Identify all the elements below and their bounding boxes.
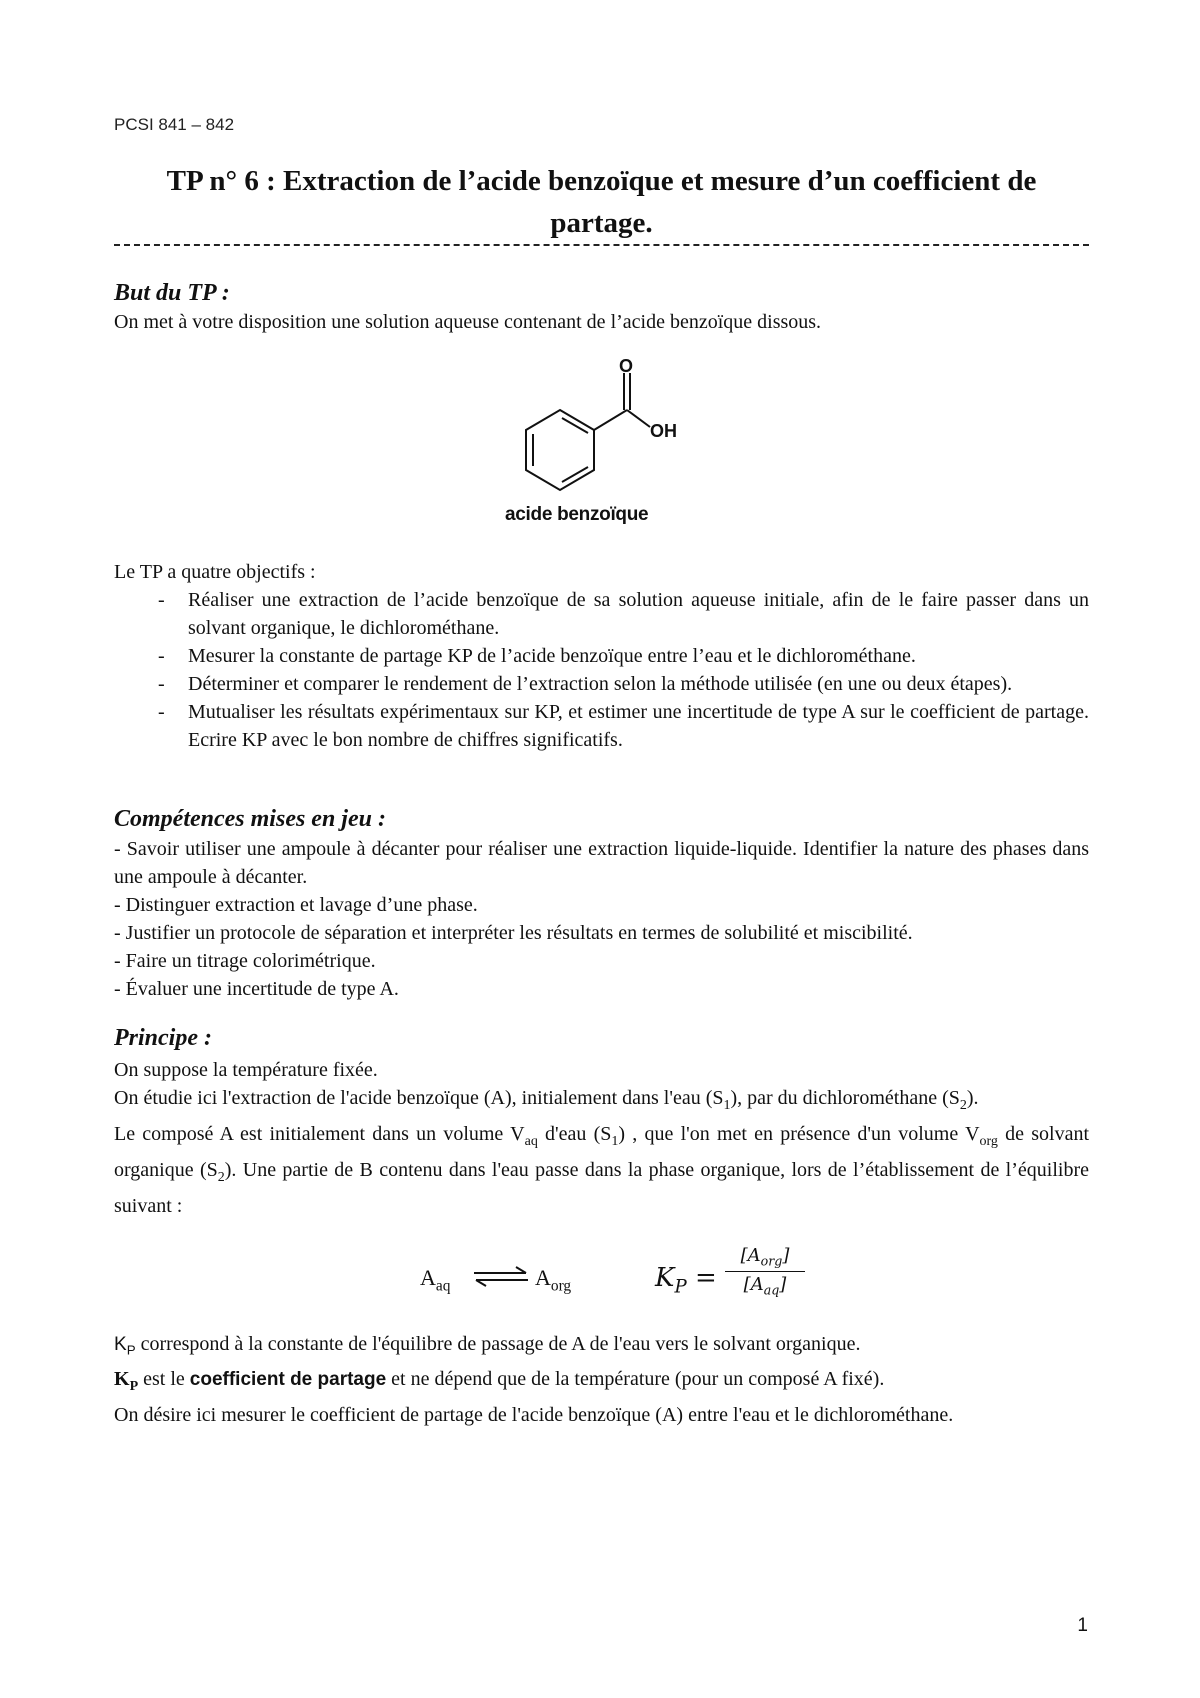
objective-item: - Déterminer et comparer le rendement de l’extraction selon la méthode utilisée (en une ou deux étapes). [114, 670, 1089, 698]
equilibrium-arrows-icon [472, 1265, 530, 1289]
principle-heading: Principe : [114, 1025, 212, 1051]
principle-conclusion [114, 1330, 1089, 1429]
kp-fraction [725, 1245, 805, 1298]
skill-item: - Faire un titrage colorimétrique. [114, 950, 376, 972]
skills-heading: Compétences mises en jeu : [114, 806, 386, 832]
skill-item: - Évaluer une incertitude de type A. [114, 978, 399, 1000]
atom-hydroxyl: OH [650, 421, 677, 441]
kp-symbol: $K_P$ = [655, 1263, 717, 1298]
fraction-denominator: $[A_{aq}]$ [743, 1274, 787, 1298]
principle-p5: $K_P$ est le coefficient de partage et ne dépend que de la température (pour un composé A fixé). [114, 1367, 885, 1394]
atom-oxygen: O [619, 356, 634, 376]
principle-p2: On étudie ici l'extraction de l'acide benzoïque (A), initialement dans l'eau $(S_1)$, par du dichlorométhane $(S_2)$. [114, 1087, 979, 1113]
benzene-ring [526, 410, 594, 490]
skill-item: - Savoir utiliser une ampoule à décanter pour réaliser une extraction liquide-liquide. Identifier la nature des phases dans une ampoule à décanter. [114, 838, 1089, 888]
skills-list [114, 835, 1089, 1003]
objective-item: - Réaliser une extraction de l’acide benzoïque de sa solution aqueuse initiale, afin de le faire passer dans un solvant organique, le dichlorométhane. [114, 586, 1089, 642]
principle-p1: On suppose la température fixée. [114, 1059, 378, 1081]
objectives-list [114, 586, 1089, 754]
page-number: 1 [1077, 1615, 1088, 1636]
skill-item: - Justifier un protocole de séparation et interpréter les résultats en termes de solubilité et miscibilité. [114, 922, 913, 944]
molecule-label: acide benzoïque [505, 504, 649, 525]
principle-p3: Le composé A est initialement dans un volume $V_{aq}$ d'eau $(S_1)$ , que l'on met en présence d'un volume $V_{org}$ de solvant organique $(S_2)$. Une partie de B contenu dans l'eau passe dans la phase organique, lors de l’établissement de l’équilibre suivant : [114, 1122, 1090, 1217]
equilibrium-product: $A_{org}$ [535, 1265, 572, 1295]
principle-p6: On désire ici mesurer le coefficient de partage de l'acide benzoïque (A) entre l'eau et le dichlorométhane. [114, 1403, 954, 1426]
goal-intro: On met à votre disposition une solution aqueuse contenant de l’acide benzoïque dissous. [114, 311, 822, 333]
principle-p4: $K_P$ correspond à la constante de l'équilibre de passage de A de l'eau vers le solvant organique. [114, 1333, 861, 1358]
page-title: TP n° 6 : Extraction de l’acide benzoïque et mesure d’un coefficient de partage. [166, 165, 1037, 239]
course-header: PCSI 841 – 842 [114, 115, 235, 134]
dashed-separator [114, 244, 1089, 246]
skill-item: - Distinguer extraction et lavage d’une phase. [114, 894, 478, 916]
objective-item: - Mutualiser les résultats expérimentaux sur KP, et estimer une incertitude de type A sur le coefficient de partage. Ecrire KP avec le bon nombre de chiffres significatifs. [114, 698, 1089, 754]
goal-heading: But du TP : [114, 280, 230, 306]
objectives-intro: Le TP a quatre objectifs : [114, 561, 316, 583]
objective-item: - Mesurer la constante de partage KP de l’acide benzoïque entre l’eau et le dichlorométhane. [114, 642, 1089, 670]
equilibrium-equation [420, 1245, 840, 1315]
principle-body [114, 1056, 1089, 1220]
fraction-numerator: $[A_{org}]$ [740, 1245, 790, 1269]
fraction-bar [725, 1271, 805, 1272]
equilibrium-reaction: $A_{aq}$ [420, 1265, 451, 1295]
